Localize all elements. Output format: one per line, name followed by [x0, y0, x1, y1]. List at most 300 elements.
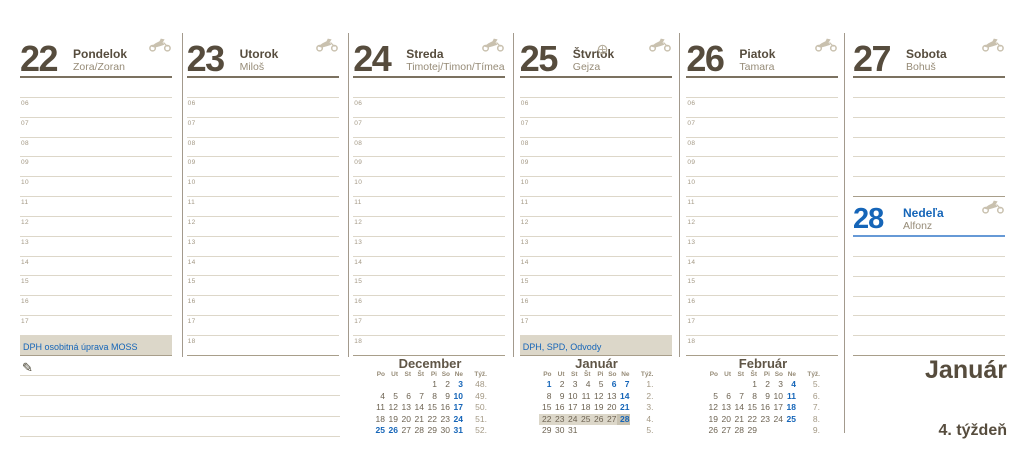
calendar-day-cell[interactable]: 16: [440, 402, 450, 413]
hour-label: 07: [21, 119, 30, 127]
hour-row-14[interactable]: [520, 257, 672, 277]
hour-row-12[interactable]: [353, 217, 505, 237]
early-row[interactable]: [520, 78, 672, 98]
weekday-header: Ut: [391, 371, 398, 378]
calendar-day-cell[interactable]: 14: [734, 402, 744, 413]
hour-row-09[interactable]: [20, 157, 172, 177]
hour-label: 16: [354, 298, 363, 306]
calendar-week-row: [705, 402, 820, 414]
hour-label: 06: [520, 100, 529, 107]
calendar-day-cell[interactable]: 14: [620, 390, 630, 401]
hour-label: 08: [520, 139, 529, 147]
hour-label: 09: [687, 159, 696, 167]
hour-row-08[interactable]: [520, 138, 672, 158]
hour-row-12[interactable]: [520, 217, 672, 237]
hour-row-18[interactable]: [686, 336, 838, 356]
calendar-day-cell[interactable]: 4: [585, 379, 591, 389]
calendar-day-cell: [617, 425, 630, 437]
hour-row-06[interactable]: [520, 98, 672, 118]
calendar-day-cell[interactable]: 18: [581, 402, 591, 413]
hour-label: 14: [21, 258, 30, 266]
calendar-day-cell[interactable]: 30: [555, 425, 565, 436]
day-number: 23: [186, 37, 224, 79]
calendar-day-cell[interactable]: 6: [611, 379, 617, 389]
calendar-day-cell: [398, 379, 411, 391]
hour-row-12[interactable]: [187, 217, 339, 237]
week-number: 2.: [646, 390, 654, 401]
calendar-week-row: [372, 402, 487, 414]
calendar-day-cell[interactable]: 5: [393, 390, 398, 401]
calendar-day-cell[interactable]: 7: [419, 390, 424, 401]
sunday-row[interactable]: [853, 297, 1005, 317]
hour-label: 18: [687, 337, 696, 345]
hour-label: 13: [21, 238, 30, 246]
day-header: [520, 33, 672, 78]
hour-label: 14: [354, 258, 363, 266]
hour-row-18[interactable]: [353, 336, 505, 356]
motocross-rider-icon: [481, 37, 505, 52]
calendar-day-cell[interactable]: 17: [773, 402, 783, 413]
day-header-names: [240, 47, 279, 73]
hour-row-06[interactable]: [686, 98, 838, 118]
sunday-row[interactable]: [853, 277, 1005, 297]
early-row[interactable]: [686, 78, 838, 98]
calendar-day-cell[interactable]: 10: [773, 390, 783, 401]
calendar-day-cell[interactable]: 11: [376, 402, 385, 413]
day-column-26: [686, 33, 838, 356]
calendar-day-cell[interactable]: 18: [375, 413, 385, 424]
sunday-header-names: [903, 206, 944, 232]
hour-row-17[interactable]: [686, 316, 838, 336]
hour-row-11[interactable]: [353, 197, 505, 217]
day-name-label: Štvrtok: [572, 47, 615, 61]
hour-row-16[interactable]: [20, 296, 172, 316]
calendar-week-row: [372, 425, 487, 437]
hour-label: 10: [520, 179, 529, 187]
calendar-day-cell[interactable]: 1: [546, 379, 552, 389]
nameday-label: Timotej/Timon/Tímea: [406, 61, 505, 73]
calendar-day-cell[interactable]: 26: [388, 425, 398, 436]
mini-calendar-title: December: [398, 356, 462, 371]
week-column-header: Týž.: [474, 371, 487, 378]
calendar-day-cell[interactable]: 8: [432, 390, 437, 401]
calendar-day-cell[interactable]: 28: [617, 414, 630, 426]
sunday-header: [853, 197, 1005, 237]
weekday-header: St: [737, 371, 744, 378]
hour-label: 17: [520, 317, 529, 325]
hour-label: 11: [354, 199, 362, 207]
weekday-header: Št: [750, 371, 757, 378]
hour-row-17[interactable]: [520, 316, 672, 336]
weekday-header: St: [571, 371, 578, 378]
day-number: 26: [686, 37, 724, 79]
hour-row-10[interactable]: [20, 177, 172, 197]
motocross-rider-icon: [981, 37, 1005, 52]
calendar-day-cell[interactable]: 21: [734, 413, 744, 424]
hour-row-14[interactable]: [353, 257, 505, 277]
calendar-day-cell[interactable]: 19: [594, 402, 604, 413]
mini-calendar-header-row: [539, 371, 654, 379]
calendar-day-cell: [372, 379, 385, 391]
calendar-day-cell[interactable]: 17: [568, 402, 578, 413]
calendar-day-cell[interactable]: 28: [734, 425, 744, 436]
calendar-day-cell[interactable]: 27: [721, 425, 731, 436]
hour-label: 06: [187, 100, 196, 107]
hour-label: 06: [21, 100, 30, 107]
calendar-day-cell: [770, 425, 783, 437]
calendar-day-cell[interactable]: 6: [726, 390, 731, 401]
day-header-names: [573, 47, 614, 73]
hour-row-11[interactable]: [187, 197, 339, 217]
hour-label: 10: [354, 179, 363, 187]
hour-row-10[interactable]: [520, 177, 672, 197]
hour-row-08[interactable]: [686, 138, 838, 158]
hour-label: 08: [21, 139, 30, 147]
calendar-day-cell[interactable]: 22: [747, 413, 757, 424]
calendar-day-cell[interactable]: 1: [752, 379, 757, 389]
hour-row-16[interactable]: [686, 296, 838, 316]
column-separator: [679, 33, 680, 357]
week-number: 48.: [475, 379, 487, 389]
hour-label: 15: [187, 278, 196, 286]
calendar-day-cell[interactable]: 11: [787, 390, 796, 401]
hour-row-11[interactable]: [20, 197, 172, 217]
weekday-header: Ne: [621, 371, 630, 378]
weekday-header: So: [608, 371, 617, 378]
calendar-day-cell[interactable]: 30: [440, 425, 450, 436]
notes-area[interactable]: [20, 357, 340, 443]
calendar-week-row: [539, 391, 654, 403]
calendar-day-cell[interactable]: 13: [607, 390, 617, 401]
hour-row-14[interactable]: [686, 257, 838, 277]
week-number: 5.: [812, 379, 820, 389]
mini-calendar-január: [539, 357, 655, 437]
calendar-day-cell[interactable]: 13: [401, 402, 411, 413]
note-line[interactable]: [20, 436, 340, 437]
hour-row-17[interactable]: [353, 316, 505, 336]
note-line[interactable]: [20, 416, 340, 417]
calendar-day-cell[interactable]: 5: [598, 379, 604, 389]
hour-row-09[interactable]: [187, 157, 339, 177]
hour-row-06[interactable]: [20, 98, 172, 118]
deadline-note-row[interactable]: [520, 336, 672, 356]
calendar-day-cell[interactable]: 20: [721, 413, 731, 424]
tax-deadline-note: DPH, SPD, Odvody: [522, 341, 602, 352]
hour-label: 16: [21, 298, 30, 306]
calendar-day-cell[interactable]: 2: [765, 379, 770, 389]
calendar-day-cell[interactable]: 4: [380, 390, 385, 401]
calendar-day-cell[interactable]: 3: [778, 379, 783, 389]
hour-row-10[interactable]: [187, 177, 339, 197]
hour-row-13[interactable]: [20, 237, 172, 257]
saturday-row[interactable]: [853, 157, 1005, 177]
hour-row-18[interactable]: [187, 336, 339, 356]
calendar-day-cell[interactable]: 27: [604, 414, 617, 426]
calendar-day-cell[interactable]: 23: [440, 413, 450, 424]
motocross-rider-icon: [648, 37, 672, 52]
hour-row-15[interactable]: [520, 276, 672, 296]
hour-row-10[interactable]: [686, 177, 838, 197]
day-header: [686, 33, 838, 78]
calendar-day-cell[interactable]: 10: [453, 390, 463, 401]
calendar-day-cell[interactable]: 12: [708, 402, 718, 413]
hour-label: 11: [520, 199, 529, 207]
hour-label: 07: [520, 119, 529, 127]
hour-row-12[interactable]: [20, 217, 172, 237]
weekday-header: Po: [376, 371, 385, 378]
calendar-week-row: [372, 414, 487, 426]
day-number: 25: [519, 37, 557, 79]
hour-row-14[interactable]: [20, 257, 172, 277]
calendar-day-cell[interactable]: 9: [765, 390, 770, 401]
sunday-row[interactable]: [853, 257, 1005, 277]
calendar-week-row: [539, 425, 654, 437]
calendar-day-cell[interactable]: 3: [458, 379, 463, 389]
calendar-day-cell[interactable]: 24: [453, 413, 463, 424]
hour-row-16[interactable]: [353, 296, 505, 316]
day-name-label: Utorok: [239, 47, 279, 61]
saturday-row[interactable]: [853, 98, 1005, 118]
hour-row-13[interactable]: [353, 237, 505, 257]
month-title: Január: [925, 356, 1007, 384]
hour-row-09[interactable]: [353, 157, 505, 177]
calendar-day-cell[interactable]: 13: [721, 402, 731, 413]
hour-row-13[interactable]: [686, 237, 838, 257]
sunday-day-number: 28: [853, 203, 884, 236]
hour-label: 17: [21, 317, 30, 325]
calendar-day-cell[interactable]: 26: [591, 414, 604, 426]
motocross-rider-icon: [814, 37, 838, 52]
note-line[interactable]: [20, 375, 340, 376]
calendar-day-cell[interactable]: 29: [542, 425, 552, 436]
week-number: 8.: [812, 413, 820, 424]
calendar-day-cell[interactable]: 25: [578, 414, 591, 426]
hour-row-16[interactable]: [187, 296, 339, 316]
sunday-row[interactable]: [853, 237, 1005, 257]
calendar-day-cell[interactable]: 7: [739, 390, 744, 401]
saturday-row[interactable]: [853, 118, 1005, 138]
calendar-day-cell[interactable]: 8: [752, 390, 757, 401]
calendar-day-cell[interactable]: 19: [388, 413, 398, 424]
saturday-row[interactable]: [853, 78, 1005, 98]
calendar-day-cell[interactable]: 9: [559, 390, 565, 401]
calendar-day-cell[interactable]: 4: [791, 379, 796, 389]
sunday-name-label: Nedeľa: [903, 206, 944, 221]
calendar-day-cell: [411, 379, 424, 391]
day-column-25: [520, 33, 672, 356]
calendar-day-cell[interactable]: 18: [786, 402, 796, 413]
hour-label: 15: [21, 278, 30, 286]
day-name-label: Piatok: [739, 47, 776, 61]
hour-label: 07: [687, 119, 696, 127]
weekday-header: Ut: [724, 371, 731, 378]
motocross-rider-icon: [981, 199, 1005, 214]
hour-row-07[interactable]: [20, 118, 172, 138]
hour-row-11[interactable]: [520, 197, 672, 217]
calendar-day-cell[interactable]: 20: [607, 402, 617, 413]
mini-calendar-title: Február: [738, 356, 788, 371]
hour-row-07[interactable]: [187, 118, 339, 138]
calendar-day-cell[interactable]: 20: [401, 413, 411, 424]
hour-row-06[interactable]: [353, 98, 505, 118]
calendar-day-cell[interactable]: 31: [568, 425, 578, 436]
hour-row-13[interactable]: [520, 237, 672, 257]
day-header-names: [739, 47, 775, 73]
mini-calendar-title: Január: [575, 356, 618, 371]
hour-row-15[interactable]: [187, 276, 339, 296]
calendar-day-cell[interactable]: 2: [559, 379, 565, 389]
calendar-day-cell[interactable]: 31: [453, 425, 463, 436]
deadline-note-row[interactable]: [20, 336, 172, 356]
hour-label: 10: [687, 179, 696, 187]
hour-label: 08: [354, 139, 363, 147]
moon-phase-icon: [597, 42, 608, 53]
weekday-header: So: [774, 371, 783, 378]
hour-label: 16: [520, 298, 529, 306]
day-header: [187, 33, 339, 78]
early-row[interactable]: [187, 78, 339, 98]
motocross-rider-icon: [148, 37, 172, 52]
calendar-day-cell[interactable]: 6: [406, 390, 411, 401]
calendar-day-cell[interactable]: 29: [427, 425, 437, 436]
calendar-day-cell[interactable]: 10: [568, 390, 578, 401]
week-number: 49.: [475, 390, 487, 401]
hour-row-08[interactable]: [187, 138, 339, 158]
day-name-label: Pondelok: [73, 47, 128, 61]
calendar-day-cell[interactable]: 19: [708, 413, 718, 424]
calendar-day-cell[interactable]: 5: [713, 390, 718, 401]
day-number: 24: [353, 37, 391, 79]
calendar-week-row: [539, 414, 654, 426]
hour-row-07[interactable]: [520, 118, 672, 138]
week-number: 52.: [475, 425, 487, 436]
calendar-day-cell[interactable]: 22: [539, 414, 552, 426]
week-number: 5.: [646, 425, 654, 436]
nameday-label: Zora/Zoran: [73, 61, 125, 73]
hour-row-14[interactable]: [187, 257, 339, 277]
calendar-day-cell[interactable]: 21: [414, 413, 424, 424]
hour-row-09[interactable]: [520, 157, 672, 177]
saturday-row[interactable]: [853, 177, 1005, 197]
hour-row-13[interactable]: [187, 237, 339, 257]
hour-row-10[interactable]: [353, 177, 505, 197]
hour-label: 09: [354, 159, 363, 167]
week-number: 3.: [646, 402, 654, 413]
note-line[interactable]: [20, 395, 340, 396]
hour-row-15[interactable]: [686, 276, 838, 296]
weekday-header: Pi: [597, 371, 604, 378]
day-header: [353, 33, 505, 78]
calendar-day-cell[interactable]: 11: [581, 390, 591, 401]
sunday-row[interactable]: [853, 316, 1005, 336]
hour-label: 15: [687, 278, 696, 286]
calendar-day-cell[interactable]: 15: [427, 402, 437, 413]
calendar-week-row: [539, 379, 654, 391]
nameday-label: Bohuš: [906, 61, 936, 73]
hour-label: 09: [520, 159, 529, 167]
hour-label: 14: [187, 258, 196, 266]
mini-calendar-december: [372, 357, 488, 437]
calendar-day-cell[interactable]: 27: [401, 425, 411, 436]
hour-label: 14: [687, 258, 696, 266]
mini-calendar-február: [705, 357, 821, 437]
day-column-23: [187, 33, 339, 356]
week-number: 4.: [646, 413, 654, 424]
calendar-day-cell: [385, 379, 398, 391]
calendar-day-cell[interactable]: 15: [747, 402, 757, 413]
hour-row-15[interactable]: [353, 276, 505, 296]
hour-row-09[interactable]: [686, 157, 838, 177]
calendar-day-cell[interactable]: 17: [453, 402, 463, 413]
calendar-day-cell[interactable]: 22: [427, 413, 437, 424]
hour-row-17[interactable]: [20, 316, 172, 336]
hour-row-08[interactable]: [20, 138, 172, 158]
calendar-day-cell[interactable]: 2: [445, 379, 450, 389]
calendar-day-cell[interactable]: 8: [546, 390, 552, 401]
calendar-day-cell[interactable]: 7: [624, 379, 630, 389]
calendar-day-cell[interactable]: 23: [552, 414, 565, 426]
weekday-header: Pi: [763, 371, 770, 378]
saturday-row[interactable]: [853, 138, 1005, 158]
calendar-day-cell[interactable]: 23: [760, 413, 770, 424]
calendar-day-cell: [757, 425, 770, 437]
calendar-day-cell[interactable]: 24: [773, 413, 783, 424]
sunday-row[interactable]: [853, 336, 1005, 356]
calendar-day-cell[interactable]: 12: [594, 390, 604, 401]
calendar-day-cell[interactable]: 16: [555, 402, 565, 413]
hour-row-11[interactable]: [686, 197, 838, 217]
calendar-day-cell[interactable]: 1: [432, 379, 437, 389]
calendar-day-cell[interactable]: 12: [388, 402, 398, 413]
weekday-header: Po: [709, 371, 718, 378]
hour-label: 11: [21, 199, 29, 207]
hour-row-15[interactable]: [20, 276, 172, 296]
hour-row-08[interactable]: [353, 138, 505, 158]
calendar-day-cell: [591, 425, 604, 437]
calendar-day-cell[interactable]: 29: [747, 425, 757, 436]
weekday-header: Ut: [557, 371, 565, 378]
calendar-day-cell[interactable]: 3: [572, 379, 578, 389]
hour-row-17[interactable]: [187, 316, 339, 336]
hour-row-16[interactable]: [520, 296, 672, 316]
hour-label: 18: [187, 337, 196, 345]
hour-row-07[interactable]: [686, 118, 838, 138]
early-row[interactable]: [20, 78, 172, 98]
calendar-day-cell[interactable]: 21: [620, 402, 630, 413]
calendar-week-row: [705, 391, 820, 403]
hour-row-12[interactable]: [686, 217, 838, 237]
weekday-header: Ne: [454, 371, 463, 378]
calendar-day-cell[interactable]: 25: [786, 413, 796, 424]
calendar-day-cell[interactable]: 16: [760, 402, 770, 413]
calendar-day-cell[interactable]: 9: [445, 390, 450, 401]
hour-label: 12: [354, 218, 363, 226]
calendar-day-cell[interactable]: 26: [708, 425, 718, 436]
calendar-day-cell[interactable]: 14: [414, 402, 424, 413]
hour-label: 14: [520, 258, 529, 266]
hour-label: 06: [354, 100, 363, 107]
weekday-header: Po: [543, 371, 552, 378]
early-row[interactable]: [353, 78, 505, 98]
calendar-day-cell[interactable]: 15: [542, 402, 552, 413]
calendar-day-cell[interactable]: 28: [414, 425, 424, 436]
day-number: 27: [853, 37, 891, 79]
calendar-day-cell[interactable]: 24: [565, 414, 578, 426]
hour-row-06[interactable]: [187, 98, 339, 118]
hour-row-07[interactable]: [353, 118, 505, 138]
day-header-names: [906, 47, 947, 73]
calendar-day-cell[interactable]: 25: [375, 425, 385, 436]
